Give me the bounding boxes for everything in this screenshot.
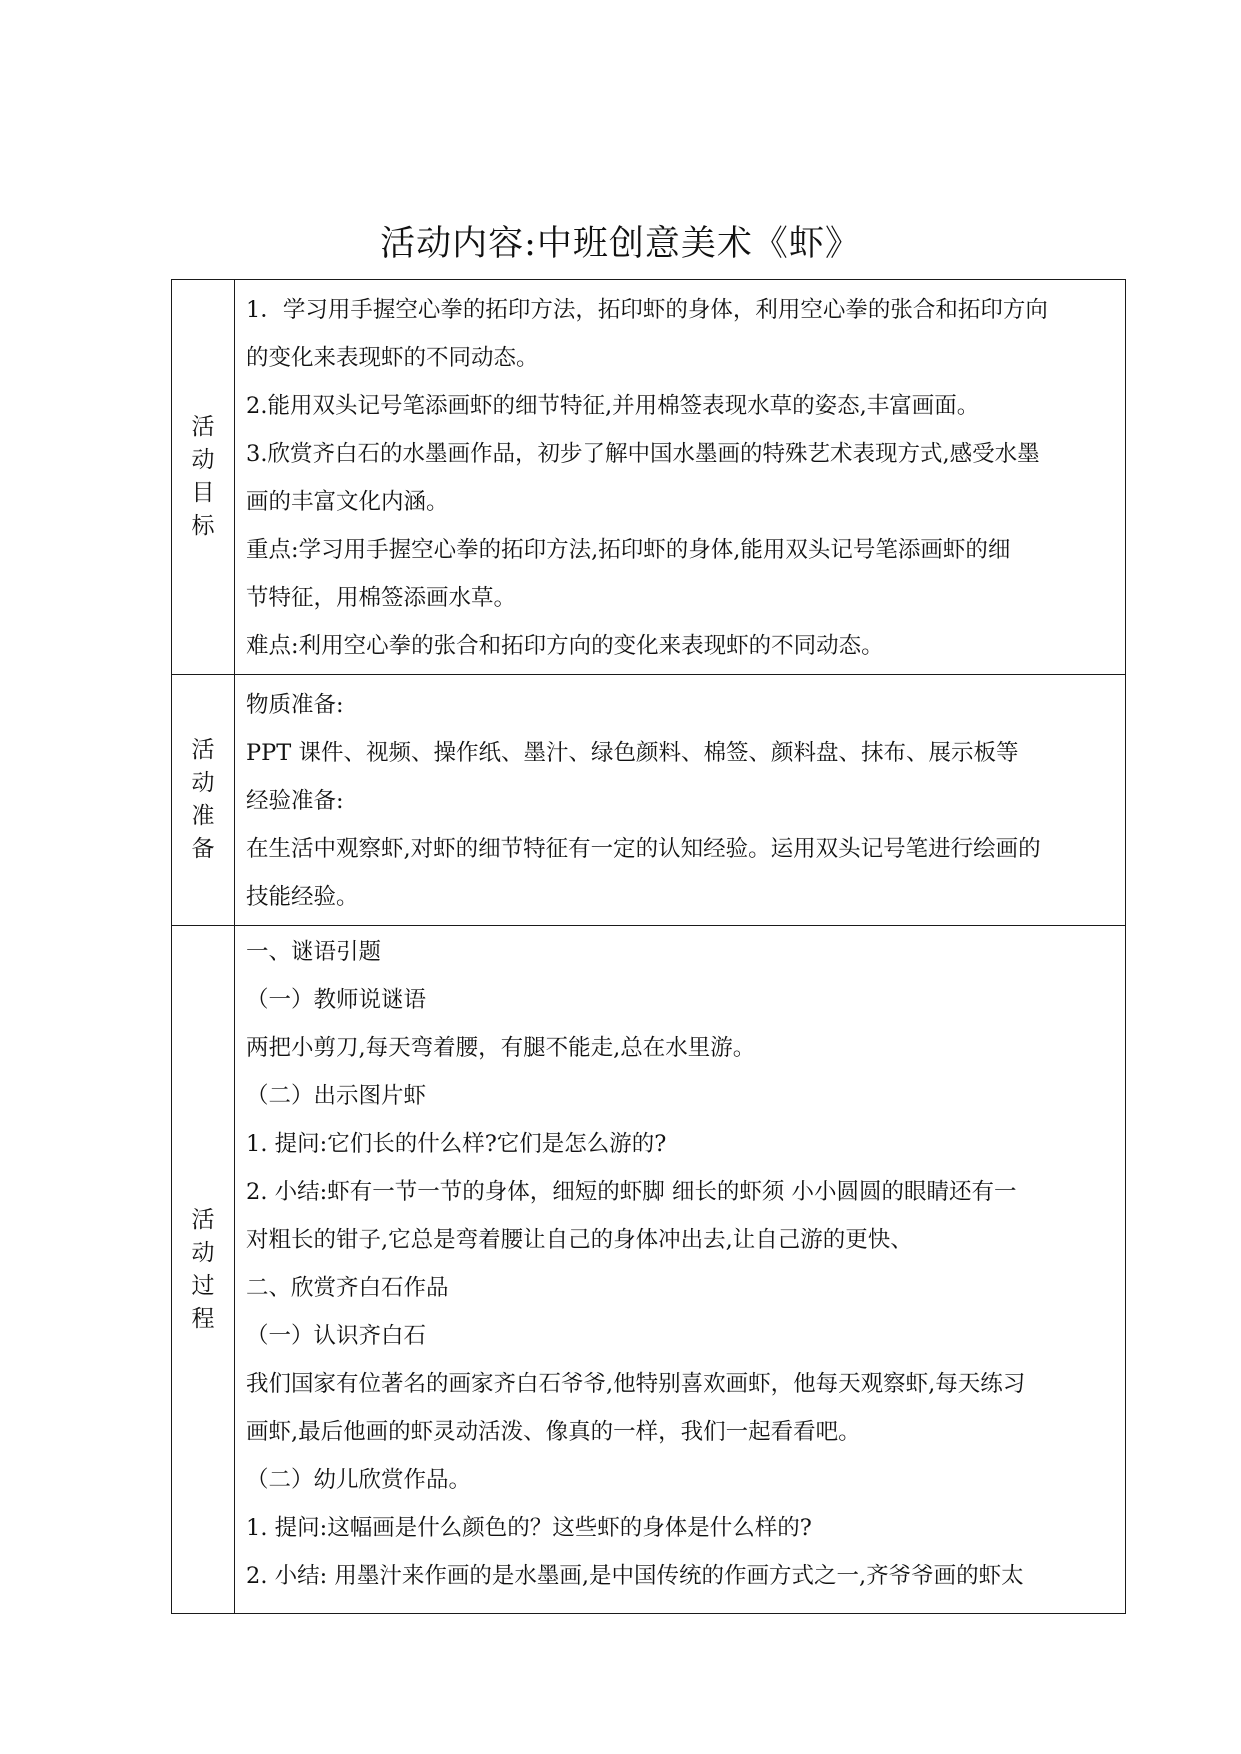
content-line: 2. 小结: 用墨汁来作画的是水墨画,是中国传统的作画方式之一,齐爷爷画的虾太 xyxy=(246,1563,1024,1589)
content-line: 1. 提问:这幅画是什么颜色的？这些虾的身体是什么样的? xyxy=(246,1515,812,1541)
section-label-goals: 活动目标 xyxy=(191,414,215,539)
content-line: （一）教师说谜语 xyxy=(246,987,427,1013)
content-line: 节特征，用棉签添画水草。 xyxy=(246,585,517,611)
document-title: 活动内容:中班创意美术《虾》 xyxy=(380,224,861,264)
content-line: 画虾,最后他画的虾灵动活泼、像真的一样，我们一起看看吧。 xyxy=(246,1419,861,1445)
content-line: 二、欣赏齐白石作品 xyxy=(246,1275,449,1301)
content-line: （一）认识齐白石 xyxy=(246,1323,427,1349)
content-line: 在生活中观察虾,对虾的细节特征有一定的认知经验。运用双头记号笔进行绘画的 xyxy=(246,836,1041,862)
content-line: 2.能用双头记号笔添画虾的细节特征,并用棉签表现水草的姿态,丰富画面。 xyxy=(246,393,980,419)
content-line: 1．学习用手握空心拳的拓印方法，拓印虾的身体，利用空心拳的张合和拓印方向 xyxy=(246,297,1048,323)
content-line: 我们国家有位著名的画家齐白石爷爷,他特别喜欢画虾，他每天观察虾,每天练习 xyxy=(246,1371,1026,1397)
content-line: 一、谜语引题 xyxy=(246,939,382,965)
content-line: 1. 提问:它们长的什么样?它们是怎么游的? xyxy=(246,1131,667,1157)
section-label-preparation: 活动准备 xyxy=(191,737,215,862)
section-row-process xyxy=(172,926,1126,1614)
section-label-cell xyxy=(172,926,235,1614)
content-line: 难点:利用空心拳的张合和拓印方向的变化来表现虾的不同动态。 xyxy=(246,633,884,659)
section-label-process: 活动过程 xyxy=(191,1206,215,1332)
section-row-goals xyxy=(172,280,1126,675)
content-line: PPT 课件、视频、操作纸、墨汁、绿色颜料、棉签、颜料盘、抹布、展示板等 xyxy=(246,740,1019,766)
lesson-plan-table xyxy=(171,279,1126,1614)
content-line: 画的丰富文化内涵。 xyxy=(246,489,449,515)
section-row-preparation xyxy=(172,675,1126,926)
content-line: 重点:学习用手握空心拳的拓印方法,拓印虾的身体,能用双头记号笔添画虾的细 xyxy=(246,537,1011,563)
content-line: 物质准备: xyxy=(246,692,344,718)
section-label-cell xyxy=(172,675,235,926)
content-line: （二）出示图片虾 xyxy=(246,1083,427,1109)
content-line: 经验准备: xyxy=(246,788,344,814)
section-content-preparation xyxy=(235,675,1126,926)
section-content-goals xyxy=(235,280,1126,675)
section-content-process xyxy=(235,926,1126,1614)
content-line: 3.欣赏齐白石的水墨画作品，初步了解中国水墨画的特殊艺术表现方式,感受水墨 xyxy=(246,441,1040,467)
content-line: （二）幼儿欣赏作品。 xyxy=(246,1467,472,1493)
content-line: 两把小剪刀,每天弯着腰，有腿不能走,总在水里游。 xyxy=(246,1035,756,1061)
section-label-cell xyxy=(172,280,235,675)
content-line: 2. 小结:虾有一节一节的身体，细短的虾脚 细长的虾须 小小圆圆的眼睛还有一 xyxy=(246,1179,1017,1205)
content-line: 技能经验。 xyxy=(246,884,359,910)
content-line: 对粗长的钳子,它总是弯着腰让自己的身体冲出去,让自己游的更快、 xyxy=(246,1227,913,1253)
content-line: 的变化来表现虾的不同动态。 xyxy=(246,345,539,371)
